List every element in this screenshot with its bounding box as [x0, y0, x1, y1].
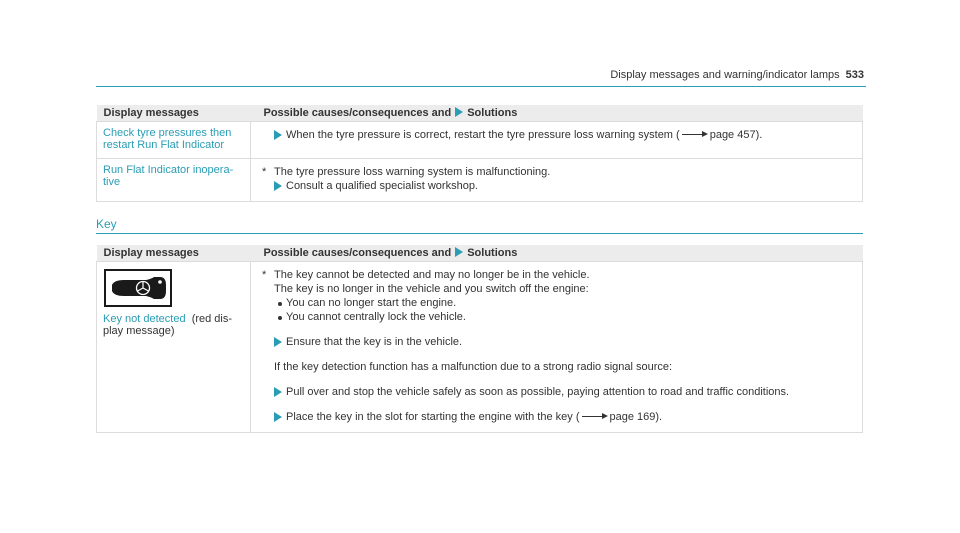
cause-text-secondary: The key is no longer in the vehicle and you switch off the engine:	[274, 283, 589, 295]
solution-step	[257, 129, 856, 141]
message-text: Run Flat Indicator inopera-	[103, 164, 234, 176]
table-row	[97, 122, 863, 159]
car-key-icon	[104, 269, 172, 307]
message-cell	[97, 159, 251, 202]
step-text: Place the key in the slot for starting the engine with the key (	[286, 411, 580, 423]
col-header-solutions-text: Solutions	[467, 247, 518, 259]
solution-cell	[251, 122, 863, 159]
header-rule	[96, 86, 866, 87]
section-rule	[96, 233, 863, 234]
col-header-solutions-text: Solutions	[467, 107, 518, 119]
step-arrow-icon	[455, 247, 463, 257]
cause-text	[257, 269, 856, 281]
page-ref-link[interactable]: page 457).	[709, 129, 763, 141]
section-title-key: Key	[96, 217, 117, 231]
asterisk-marker: *	[262, 269, 267, 281]
step-arrow-icon	[274, 130, 282, 140]
message-cell	[97, 122, 251, 159]
bullet-item	[257, 297, 856, 309]
col-header-causes	[251, 105, 863, 122]
solution-cell	[251, 159, 863, 202]
cause-text-content: The tyre pressure loss warning system is malfunctioning.	[274, 166, 551, 178]
table-row	[97, 262, 863, 433]
col-header-display-messages: Display messages	[97, 245, 251, 262]
page-ref-link[interactable]: page 169).	[609, 411, 663, 423]
message-label	[103, 313, 244, 325]
col-header-causes-text: Possible causes/consequences and	[263, 247, 452, 259]
step-arrow-icon	[274, 337, 282, 347]
step-arrow-icon	[274, 412, 282, 422]
solution-cell	[251, 262, 863, 433]
message-link: Key not detected	[103, 313, 186, 325]
header-title: Display messages and warning/indicator lamps	[610, 69, 840, 81]
page-header	[610, 69, 864, 81]
message-text-cont: tive	[103, 176, 121, 188]
step-text: Consult a qualified specialist workshop.	[286, 180, 478, 192]
message-cell	[97, 262, 251, 433]
solution-step	[257, 386, 856, 398]
step-arrow-icon	[455, 107, 463, 117]
message-note-cont: play message)	[103, 325, 175, 337]
message-text-cont: restart Run Flat Indicator	[103, 139, 225, 151]
asterisk-marker: *	[262, 166, 267, 178]
page-ref-arrow-icon	[582, 412, 608, 420]
solution-step	[257, 180, 856, 192]
step-text: Ensure that the key is in the vehicle.	[286, 336, 463, 348]
display-messages-table-tyres	[96, 105, 863, 202]
page-ref-arrow-icon	[682, 130, 708, 138]
step-text: When the tyre pressure is correct, restart the tyre pressure loss warning system (	[286, 129, 680, 141]
table-header-row	[97, 105, 863, 122]
step-arrow-icon	[274, 387, 282, 397]
solution-step	[257, 411, 856, 423]
cause-text	[257, 166, 856, 178]
bullet-dot-icon	[278, 302, 282, 306]
table-header-row	[97, 245, 863, 262]
col-header-display-messages: Display messages	[97, 105, 251, 122]
solution-step	[257, 336, 856, 348]
col-header-causes	[251, 245, 863, 262]
page-number: 533	[845, 69, 864, 81]
step-arrow-icon	[274, 181, 282, 191]
step-text: Pull over and stop the vehicle safely as soon as possible, paying attention to road and traffic conditions.	[286, 386, 790, 398]
cause-text-tertiary: If the key detection function has a malfunction due to a strong radio signal source:	[274, 361, 673, 373]
bullet-text: You cannot centrally lock the vehicle.	[286, 311, 466, 323]
col-header-causes-text: Possible causes/consequences and	[263, 107, 452, 119]
display-messages-table-key	[96, 245, 863, 433]
cause-text-content: The key cannot be detected and may no longer be in the vehicle.	[274, 269, 590, 281]
bullet-dot-icon	[278, 316, 282, 320]
bullet-text: You can no longer start the engine.	[286, 297, 457, 309]
message-text: Check tyre pressures then	[103, 127, 232, 139]
message-note: (red dis-	[191, 313, 233, 325]
bullet-item	[257, 311, 856, 323]
table-row	[97, 159, 863, 202]
